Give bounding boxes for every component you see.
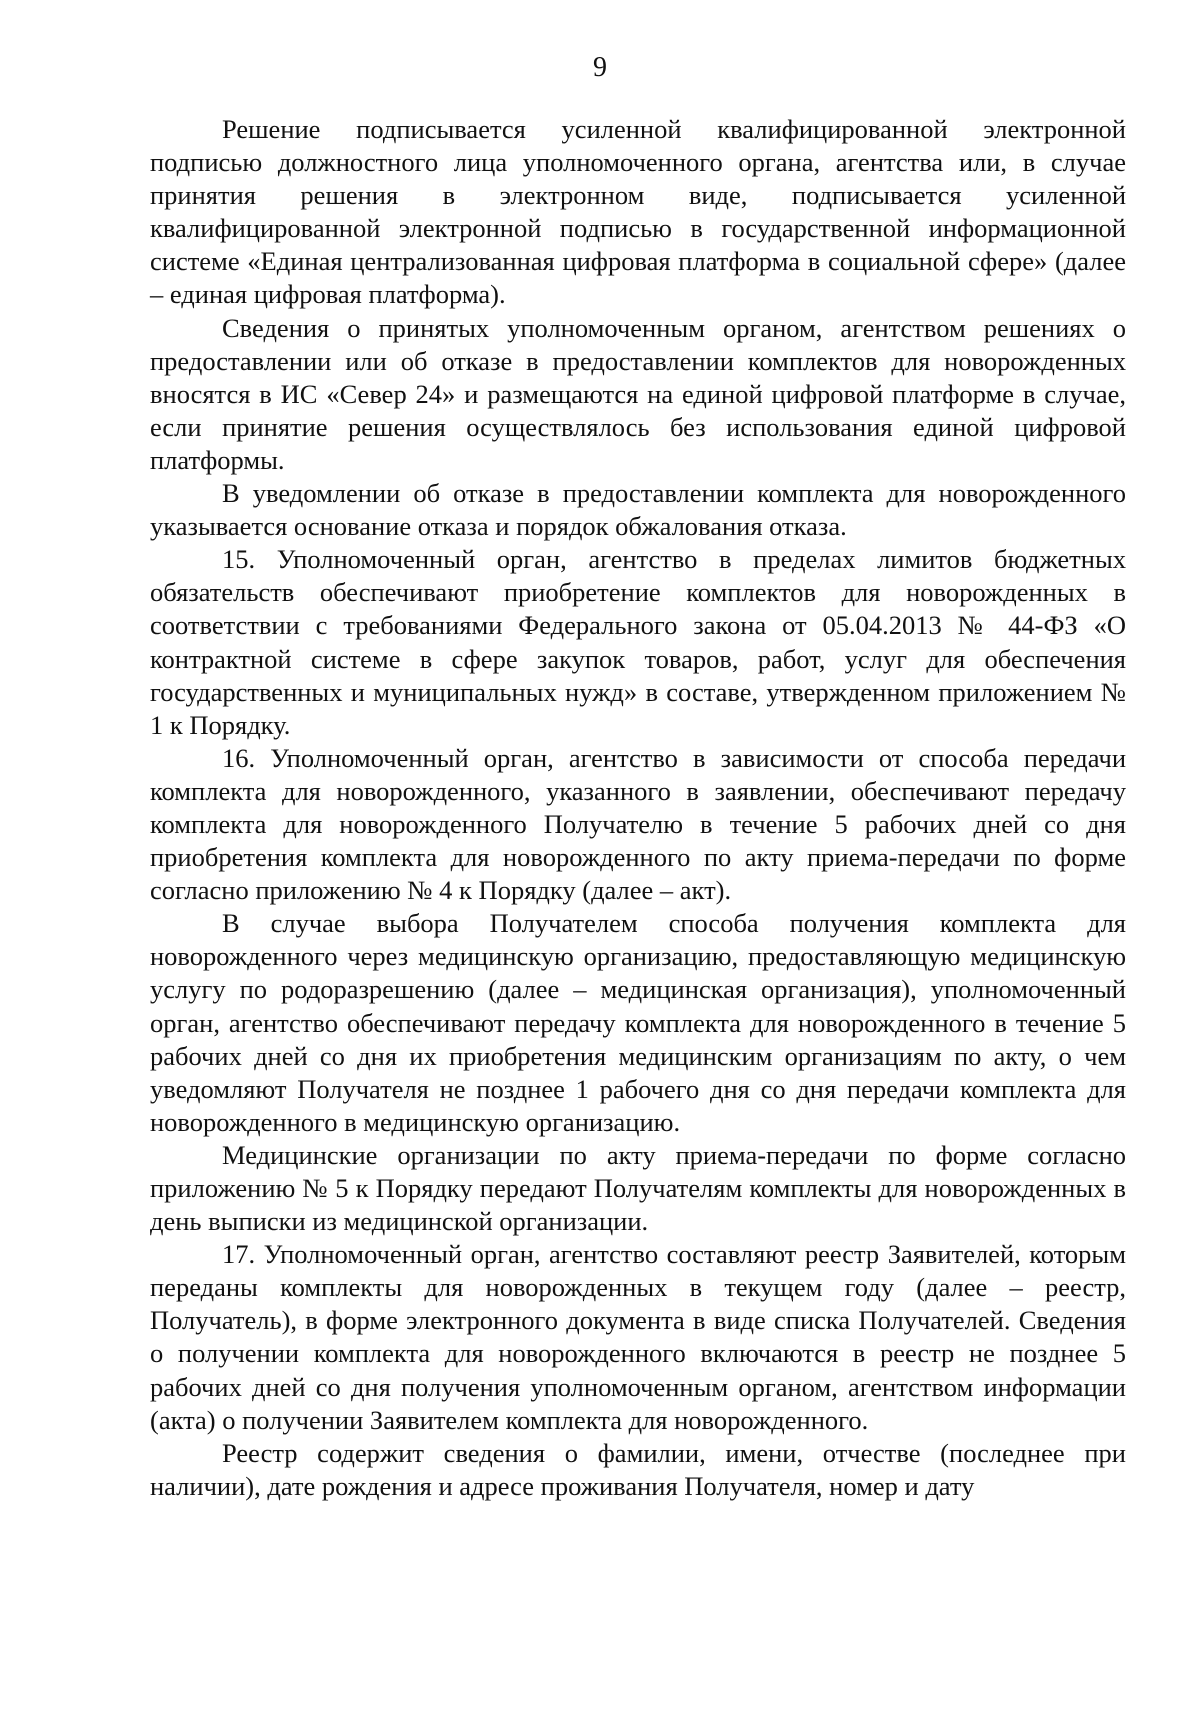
paragraph-medical-transfer: Медицинские организации по акту приема-передачи по форме согласно приложению № 5 к Порядку передают Получателям комплекты для новорожденных в день выписки из медицинской организации. (150, 1139, 1126, 1237)
paragraph-signature: Решение подписывается усиленной квалифицированной электронной подписью должностного лица уполномоченного органа, агентства или, в случае принятия решения в электронном виде, подписывается усиленной квалифицированной электронной подписью в государственной информационной системе «Единая централизованная цифровая платформа в социальной сфере» (далее – единая цифровая платформа). (150, 114, 1126, 310)
paragraph-medical-delivery: В случае выбора Получателем способа получения комплекта для новорожденного через медицинскую организацию, предоставляющую медицинскую услугу по родоразрешению (далее – медицинская организация), уполномоченный орган, агентство обеспечивают передачу комплекта для новорожденного в течение 5 рабочих дней со дня их приобретения медицинским организациям по акту, о чем уведомляют Получателя не позднее 1 рабочего дня со дня передачи комплекта для новорожденного в медицинскую организацию. (150, 908, 1126, 1137)
paragraph-registry-contents: Реестр содержит сведения о фамилии, имени, отчестве (последнее при наличии), дате рождения и адресе проживания Получателя, номер и дату (150, 1437, 1126, 1501)
paragraph-refusal-notice: В уведомлении об отказе в предоставлении комплекта для новорожденного указывается основание отказа и порядок обжалования отказа. (150, 478, 1126, 542)
page-number: 9 (593, 52, 607, 83)
paragraph-item-16: 16. Уполномоченный орган, агентство в зависимости от способа передачи комплекта для новорожденного, указанного в заявлении, обеспечивают передачу комплекта для новорожденного Получателю в течение 5 рабочих дней со дня приобретения комплекта для новорожденного по акту приема-передачи по форме согласно приложению № 4 к Порядку (далее – акт). (150, 742, 1126, 906)
paragraph-item-17: 17. Уполномоченный орган, агентство составляют реестр Заявителей, которым переданы комплекты для новорожденных в текущем году (далее – реестр, Получатель), в форме электронного документа в виде списка Получателей. Сведения о получении комплекта для новорожденного включаются в реестр не позднее 5 рабочих дней со дня получения уполномоченным органом, агентством информации (акта) о получении Заявителем комплекта для новорожденного. (150, 1239, 1126, 1435)
paragraph-decision-info: Сведения о принятых уполномоченным органом, агентством решениях о предоставлении или об отказе в предоставлении комплектов для новорожденных вносятся в ИС «Север 24» и размещаются на единой цифровой платформе в случае, если принятие решения осуществлялось без использования единой цифровой платформы. (150, 312, 1126, 475)
paragraph-item-15: 15. Уполномоченный орган, агентство в пределах лимитов бюджетных обязательств обеспечивают приобретение комплектов для новорожденных в соответствии с требованиями Федерального закона от 05.04.2013 № 44-ФЗ «О контрактной системе в сфере закупок товаров, работ, услуг для обеспечения государственных и муниципальных нужд» в составе, утвержденном приложением № 1 к Порядку. (150, 544, 1126, 740)
document-body (150, 113, 1126, 1503)
